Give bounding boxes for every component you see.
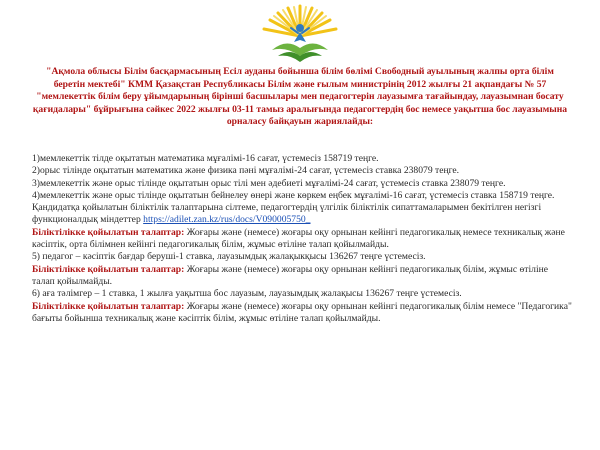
adilet-link[interactable]: https://adilet.zan.kz/rus/docs/V090005750_ xyxy=(143,214,311,226)
requirements-text: Жоғары және (немесе) жоғары оқу орнынан кейінгі педагогикалық білім немесе "Педагогика" бағыты бойынша техникалық және кәсіптік білім, жұмыс өтіліне талап қойылмайды. xyxy=(32,300,572,324)
requirements-intro-text: Қандидатқа қойылатын біліктілік талаптарына сілтеме, педагогтердің үлгілік біліктілік сипаттамаларымен бекітілген негізгі функционалдық міндеттер xyxy=(32,202,542,226)
requirements-text: Жоғары және (немесе) жоғары оқу орнынан кейінгі педагогикалық білім, жұмыс өтіліне талап қойылмайды. xyxy=(32,263,549,287)
requirements-label: Біліктілікке қойылатын талаптар: xyxy=(32,226,185,238)
vacancy-item-3: 3)мемлекеттік және орыс тілінде оқытатын орыс тілі мен әдебиеті мұғалімі-24 сағат, үстемесіз ставка 238079 теңге. xyxy=(32,177,506,189)
requirements-paragraph-2 xyxy=(32,264,572,289)
vacancy-item-2: 2)орыс тілінде оқытатын математика және физика пәні мұғалімі-24 сағат, үстемесіз ставка 238079 теңге. xyxy=(32,165,460,177)
announcement-title: "Ақмола облысы Білім басқармасының Есіл ауданы бойынша білім бөлімі Свободный ауылының жалпы орта білім беретін мектебі" КММ Қазақстан Республикасы Білім және ғылым министрінің 2012 жылғы 21 ақпандағы № 57 "мемлекеттік білім беру ұйымдарының бірінші басшылары мен педагогтерін лауазымға тағайындау, лауазымнан босату қағидалары" бұйрығына сәйкес 2022 жылғы 03-11 тамыз аралығында педагогтердің бос немесе уақытша бос лауазымына орналасу байқауын жариялайды: xyxy=(32,66,568,128)
requirements-label: Біліктілікке қойылатын талаптар: xyxy=(32,263,185,275)
requirements-paragraph-3 xyxy=(32,301,572,326)
requirements-label: Біліктілікке қойылатын талаптар: xyxy=(32,300,185,312)
requirements-intro-paragraph xyxy=(32,202,572,227)
vacancy-item-5: 5) педагог – кәсіптік бағдар беруші-1 ставка, лауазымдық жалақыкқысы 136267 теңге үстемесіз. xyxy=(32,251,426,263)
announcement-body xyxy=(32,153,572,325)
vacancy-item-1: 1)мемлекеттік тілде оқытатын математика мұғалімі-16 сағат, үстемесіз 158719 теңге. xyxy=(32,153,379,164)
vacancy-item-4: 4)мемлекеттік және орыс тілінде оқытатын бейнелеу өнері және көркем еңбек мұғалімі-16 сағат, үстемесіз ставка 158719 теңге. xyxy=(32,189,555,201)
vacancy-item-6: 6) аға тәлімгер – 1 ставка, 1 жылға уақытша бос лауазым, лауазымдық жалақысы 136267 теңге үстемесіз. xyxy=(32,288,462,300)
requirements-text: Жоғары және (немесе) жоғары оқу орнынан кейінгі педагогикалық немесе техникалық және кәсіптік, орта білімнен кейінгі педагогикалық білім, жұмыс өтіліне талап қойылмайды. xyxy=(32,226,565,251)
requirements-paragraph-1 xyxy=(32,227,572,252)
header-logo xyxy=(0,2,600,66)
school-emblem-icon xyxy=(240,2,360,66)
